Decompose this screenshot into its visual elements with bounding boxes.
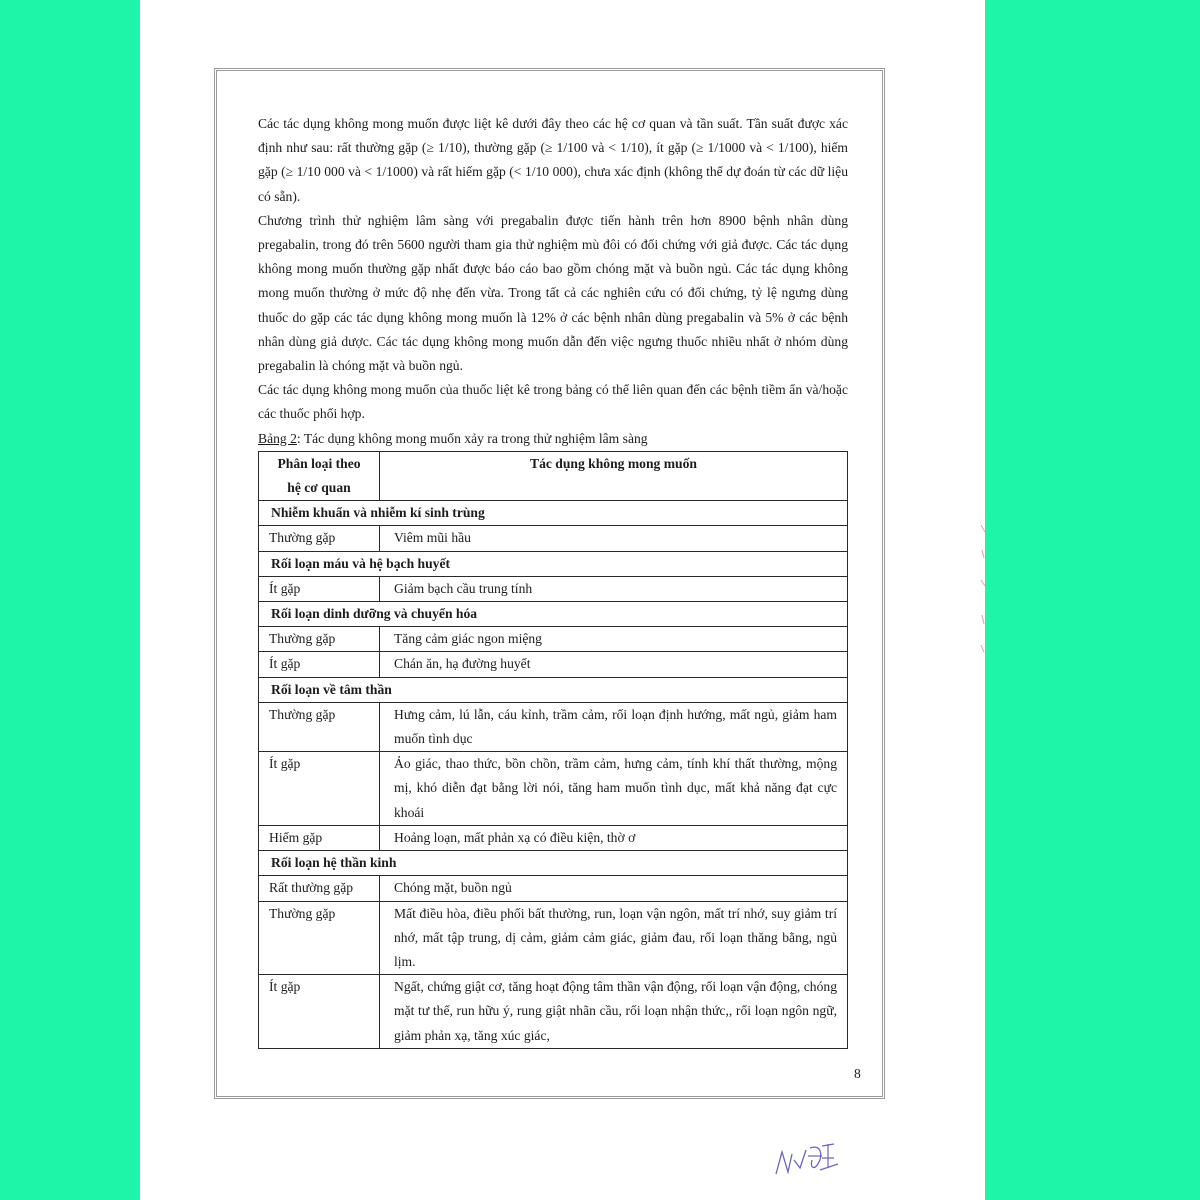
effects-cell: Hoảng loạn, mất phản xạ có điều kiện, thờ ơ xyxy=(380,825,848,850)
frequency-cell: Hiếm gặp xyxy=(259,825,380,850)
category-label: Rối loạn hệ thần kinh xyxy=(259,851,848,876)
category-row xyxy=(259,677,848,702)
table-row xyxy=(259,901,848,975)
frequency-cell: Rất thường gặp xyxy=(259,876,380,901)
category-row xyxy=(259,851,848,876)
category-label: Rối loạn dinh dưỡng và chuyển hóa xyxy=(259,602,848,627)
paragraph-frequency-definition: Các tác dụng không mong muốn được liệt kê dưới đây theo các hệ cơ quan và tần suất. Tần suất được xác định như sau: rất thường gặp (≥ 1/10), thường gặp (≥ 1/100 và < 1/10), ít gặp (≥ 1/1000 và < 1/100), hiếm gặp (≥ 1/10 000 và < 1/1000) và rất hiếm gặp (< 1/10 000), chưa xác định (không thể dự đoán từ các dữ liệu có sẵn). xyxy=(258,116,848,204)
frequency-cell: Ít gặp xyxy=(259,975,380,1049)
category-label: Nhiễm khuẩn và nhiễm kí sinh trùng xyxy=(259,501,848,526)
table-caption-text: : Tác dụng không mong muốn xảy ra trong thử nghiệm lâm sàng xyxy=(296,430,648,446)
frequency-cell: Ít gặp xyxy=(259,752,380,826)
frequency-cell: Ít gặp xyxy=(259,576,380,601)
paragraph-related-conditions: Các tác dụng không mong muốn của thuốc liệt kê trong bảng có thể liên quan đến các bệnh tiềm ẩn và/hoặc các thuốc phối hợp. xyxy=(258,382,848,422)
effects-cell: Tăng cảm giác ngon miệng xyxy=(380,627,848,652)
frequency-cell: Thường gặp xyxy=(259,702,380,751)
effects-cell: Chóng mặt, buồn ngủ xyxy=(380,876,848,901)
table-row xyxy=(259,975,848,1049)
category-row xyxy=(259,501,848,526)
effects-cell: Chán ăn, hạ đường huyết xyxy=(380,652,848,677)
handwritten-signature xyxy=(772,1134,862,1184)
document-page xyxy=(140,0,985,1200)
effects-cell: Giảm bạch cầu trung tính xyxy=(380,576,848,601)
effects-cell: Viêm mũi hầu xyxy=(380,526,848,551)
effects-cell: Ảo giác, thao thức, bồn chồn, trầm cảm, hưng cảm, tính khí thất thường, mộng mị, khó diễn đạt bằng lời nói, tăng ham muốn tình dục, mất khả năng đạt cực khoái xyxy=(380,752,848,826)
category-row xyxy=(259,551,848,576)
category-label: Rối loạn về tâm thần xyxy=(259,677,848,702)
frequency-cell: Thường gặp xyxy=(259,901,380,975)
table-caption xyxy=(258,427,848,451)
table-row xyxy=(259,825,848,850)
paragraph-clinical-trials: Chương trình thử nghiệm lâm sàng với pregabalin được tiến hành trên hơn 8900 bệnh nhân dùng pregabalin, trong đó trên 5600 người tham gia thử nghiệm mù đôi có đối chứng với giả được. Các tác dụng không mong muốn thường gặp nhất được báo cáo bao gồm chóng mặt và buồn ngủ. Các tác dụng không mong muốn thường ở mức độ nhẹ đến vừa. Trong tất cả các nghiên cứu có đối chứng, tỷ lệ ngưng dùng thuốc do gặp các tác dụng không mong muốn là 12% ở các bệnh nhân dùng pregabalin và 5% ở các bệnh nhân dùng giả dược. Các tác dụng không mong muốn dẫn đến việc ngưng thuốc nhiều nhất ở nhóm dùng pregabalin là chóng mặt và buồn ngủ. xyxy=(258,212,848,374)
adverse-effects-table xyxy=(258,451,848,1049)
header-adverse-effects: Tác dụng không mong muốn xyxy=(380,451,848,500)
table-row xyxy=(259,752,848,826)
frequency-cell: Thường gặp xyxy=(259,526,380,551)
page-number: 8 xyxy=(854,1066,861,1081)
effects-cell: Hưng cảm, lú lẫn, cáu kỉnh, trầm cảm, rối loạn định hướng, mất ngủ, giảm ham muốn tình dục xyxy=(380,702,848,751)
header-organ-system-line1: Phân loại theo xyxy=(277,455,361,471)
table-row xyxy=(259,702,848,751)
table-row xyxy=(259,627,848,652)
table-header-row xyxy=(259,451,848,500)
frequency-cell: Ít gặp xyxy=(259,652,380,677)
category-row xyxy=(259,602,848,627)
frequency-cell: Thường gặp xyxy=(259,627,380,652)
table-caption-label: Bảng 2 xyxy=(258,430,297,446)
header-organ-system xyxy=(259,451,380,500)
edge-marks xyxy=(978,520,988,660)
document-body xyxy=(258,112,848,1049)
table-row xyxy=(259,576,848,601)
table-row xyxy=(259,876,848,901)
effects-cell: Mất điều hòa, điều phối bất thường, run, loạn vận ngôn, mất trí nhớ, suy giảm trí nhớ, mất tập trung, dị cảm, giảm cảm giác, giảm đau, rối loạn thăng bằng, ngủ lịm. xyxy=(380,901,848,975)
table-row xyxy=(259,526,848,551)
table-row xyxy=(259,652,848,677)
category-label: Rối loạn máu và hệ bạch huyết xyxy=(259,551,848,576)
effects-cell: Ngất, chứng giật cơ, tăng hoạt động tâm thần vận động, rối loạn vận động, chóng mặt tư thế, run hữu ý, rung giật nhãn cầu, rối loạn nhận thức,, rối loạn ngôn ngữ, giảm phản xạ, tăng xúc giác, xyxy=(380,975,848,1049)
header-organ-system-line2: hệ cơ quan xyxy=(287,480,351,496)
